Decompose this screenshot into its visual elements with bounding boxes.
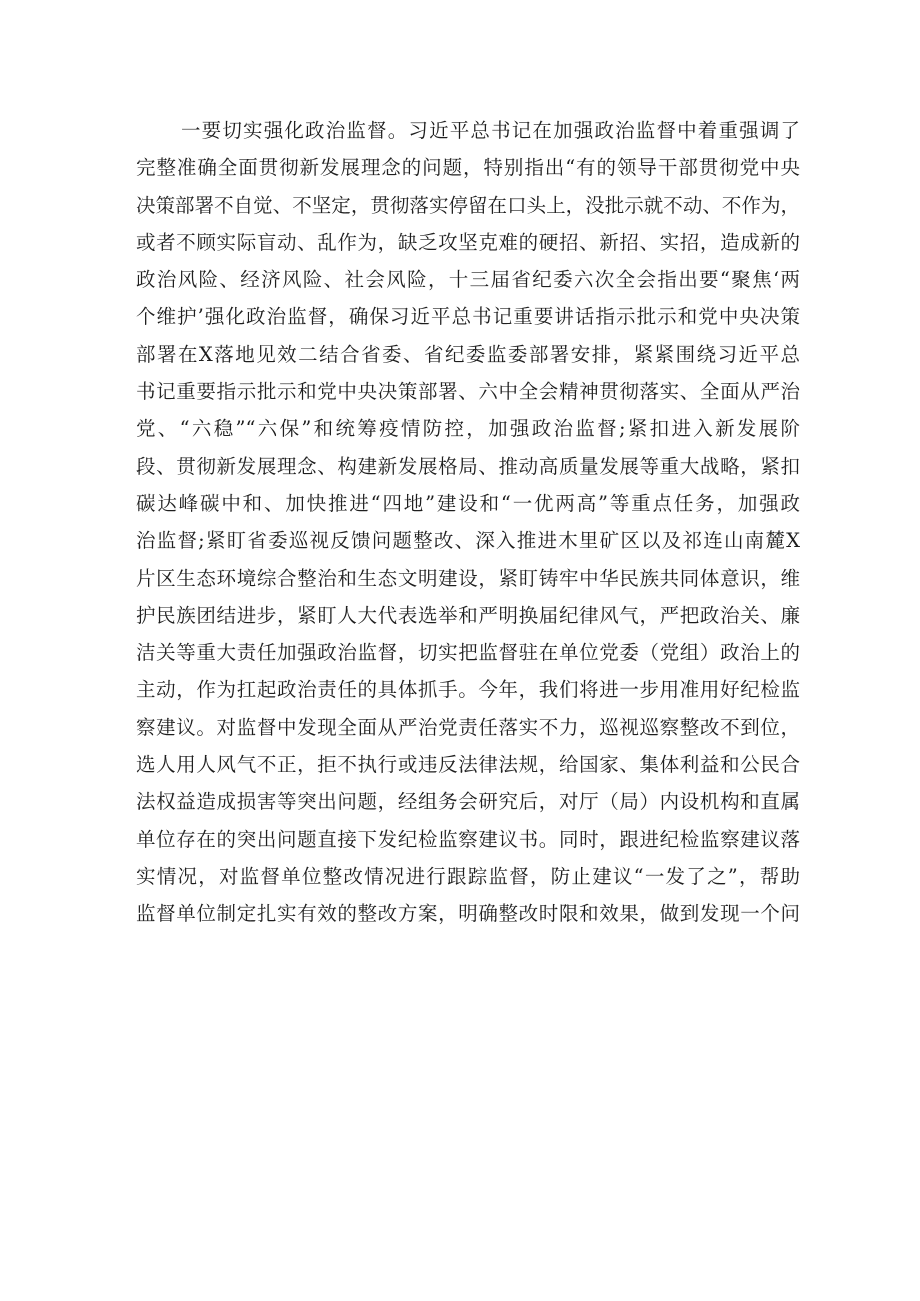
paragraph-line: 个维护’强化政治监督，确保习近平总书记重要讲话指示批示和党中央决策 (136, 305, 800, 329)
paragraph-line: 党、“六稳”“六保”和统筹疫情防控，加强政治监督;紧扣进入新发展阶 (136, 417, 800, 441)
paragraph-line: 决策部署不自觉、不坚定，贯彻落实停留在口头上，没批示就不动、不作为， (136, 193, 800, 217)
paragraph-line: 单位存在的突出问题直接下发纪检监察建议书。同时，跟进纪检监察建议落 (136, 827, 800, 851)
body-paragraph (136, 112, 800, 933)
paragraph-line: 主动，作为扛起政治责任的具体抓手。今年，我们将进一步用准用好纪检监 (136, 678, 800, 702)
paragraph-line: 政治风险、经济风险、社会风险，十三届省纪委六次全会指出要“聚焦‘两 (136, 268, 800, 292)
paragraph-line: 监督单位制定扎实有效的整改方案，明确整改时限和效果，做到发现一个问 (136, 902, 800, 926)
paragraph-line: 一要切实强化政治监督。习近平总书记在加强政治监督中着重强调了 (181, 119, 800, 142)
paragraph-line: 部署在X落地见效二结合省委、省纪委监委部署安排，紧紧围绕习近平总 (136, 342, 800, 366)
paragraph-line: 段、贯彻新发展理念、构建新发展格局、推动高质量发展等重大战略，紧扣 (136, 454, 800, 478)
paragraph-line: 书记重要指示批示和党中央决策部署、六中全会精神贯彻落实、全面从严治 (136, 380, 800, 404)
paragraph-line: 治监督;紧盯省委巡视反馈问题整改、深入推进木里矿区以及祁连山南麓X (136, 529, 800, 553)
paragraph-line: 察建议。对监督中发现全面从严治党责任落实不力，巡视巡察整改不到位， (136, 715, 800, 739)
paragraph-line: 选人用人风气不正，拒不执行或违反法律法规，给国家、集体利益和公民合 (136, 753, 800, 777)
paragraph-line: 实情况，对监督单位整改情况进行跟踪监督，防止建议“一发了之”，帮助 (136, 864, 800, 888)
paragraph-line: 法权益造成损害等突出问题，经组务会研究后，对厅（局）内设机构和直属 (136, 790, 800, 814)
paragraph-line: 碳达峰碳中和、加快推进“四地”建设和“一优两高”等重点任务，加强政 (136, 491, 800, 515)
paragraph-line: 洁关等重大责任加强政治监督，切实把监督驻在单位党委（党组）政治上的 (136, 641, 800, 665)
paragraph-line: 护民族团结进步，紧盯人大代表选举和严明换届纪律风气，严把政治关、廉 (136, 603, 800, 627)
paragraph-line: 片区生态环境综合整治和生态文明建设，紧盯铸牢中华民族共同体意识，维 (136, 566, 800, 590)
paragraph-line: 完整准确全面贯彻新发展理念的问题，特别指出“有的领导干部贯彻党中央 (136, 156, 800, 180)
paragraph-line: 或者不顾实际盲动、乱作为，缺乏攻坚克难的硬招、新招、实招，造成新的 (136, 230, 800, 254)
